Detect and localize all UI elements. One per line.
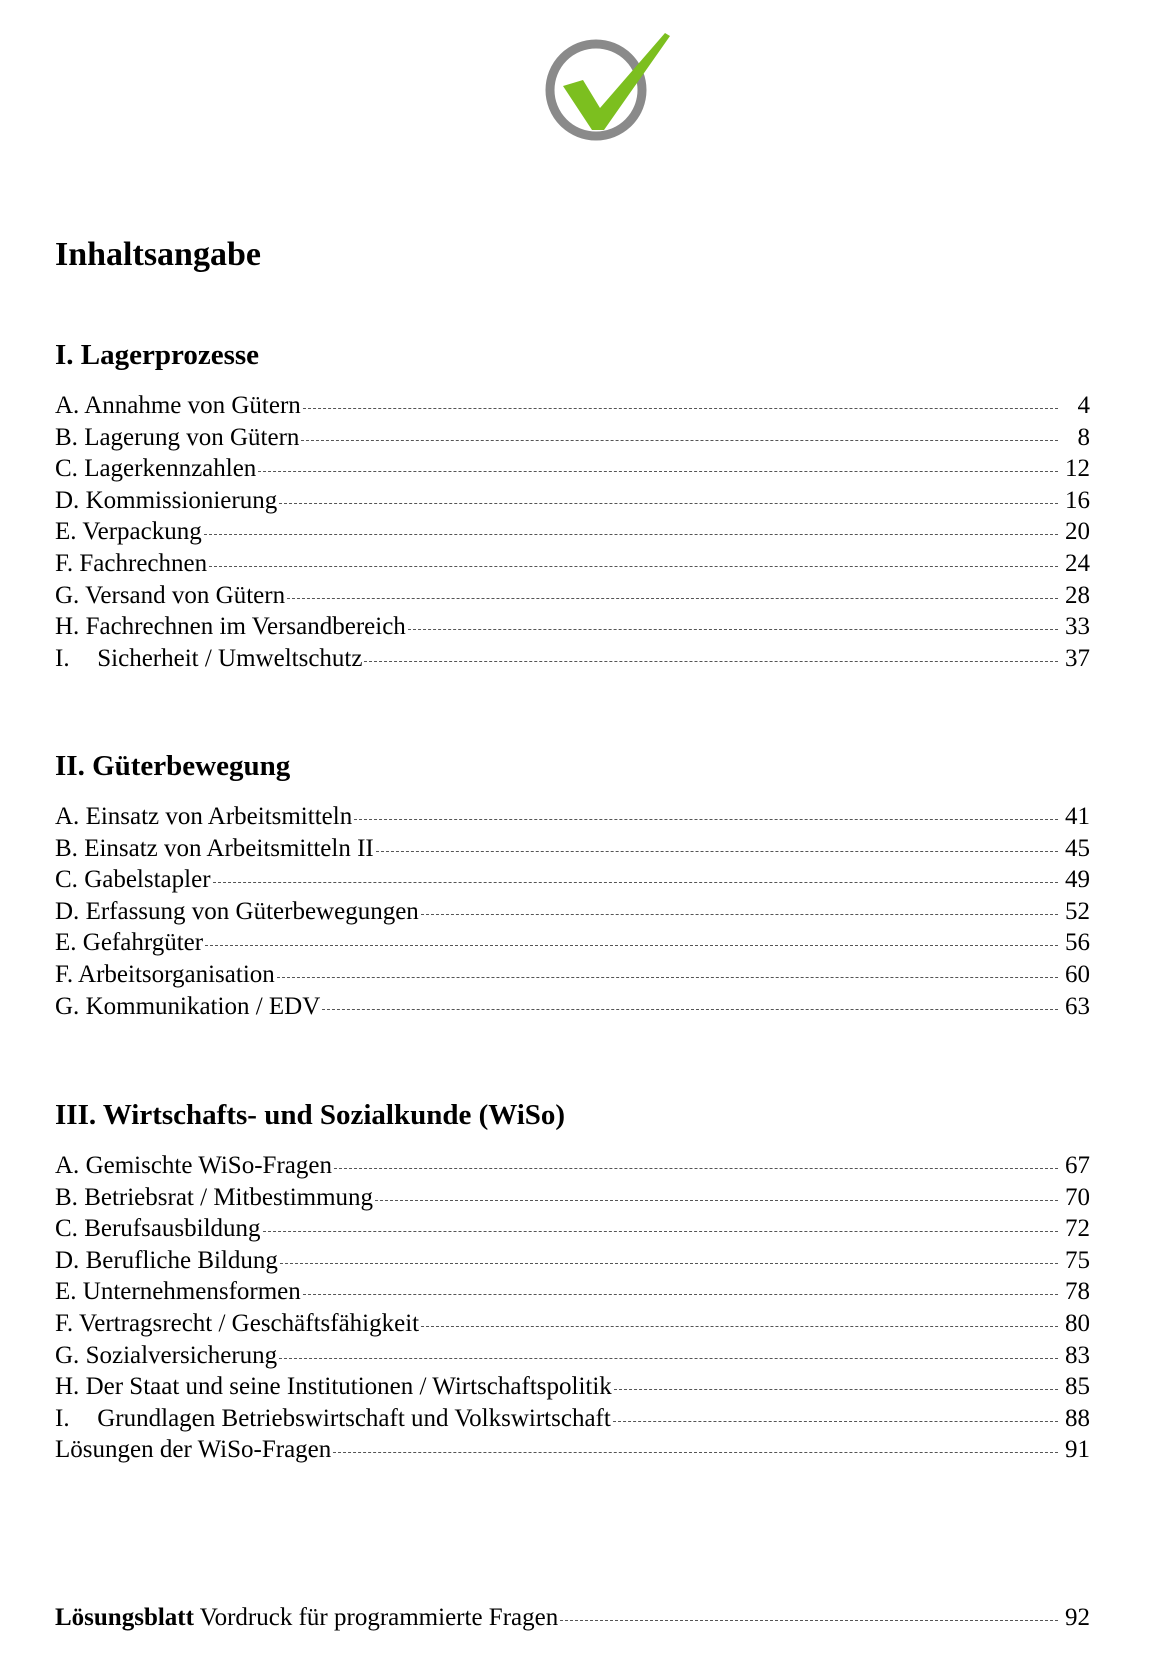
toc-entry-letter: G.	[55, 581, 80, 609]
toc-entry-label	[55, 1371, 612, 1403]
dotted-leader	[277, 977, 1058, 978]
toc-entry-label	[55, 516, 202, 548]
toc-entry-letter: I.	[55, 644, 70, 672]
toc-entry-letter: H.	[55, 613, 80, 641]
toc-entry-letter: E.	[55, 929, 77, 957]
toc-entry[interactable]	[55, 896, 1090, 928]
page-number: 56	[1065, 929, 1090, 957]
toc-entry-title: Betriebsrat / Mitbestimmung	[84, 1183, 374, 1211]
toc-entry-letter: A.	[55, 392, 80, 419]
page-number: 91	[1065, 1436, 1090, 1464]
toc-entry[interactable]	[55, 453, 1090, 485]
dotted-leader	[301, 440, 1058, 441]
toc-entry-title: Sozialversicherung	[85, 1341, 278, 1369]
toc-entry-title: Berufsausbildung	[84, 1215, 261, 1243]
toc-entry-label	[55, 485, 277, 517]
toc-entry-title: Unternehmensformen	[82, 1278, 301, 1306]
page-number: 41	[1065, 803, 1090, 830]
solution-sheet-title: Vordruck für programmierte Fragen	[199, 1604, 559, 1631]
toc-entry-title: Fachrechnen	[79, 549, 208, 577]
dotted-leader	[560, 1620, 1058, 1621]
toc-entry[interactable]	[55, 1245, 1090, 1277]
toc-entry[interactable]	[55, 1308, 1090, 1340]
toc-entry[interactable]	[55, 991, 1090, 1023]
toc-entry-letter: G.	[55, 1341, 80, 1369]
toc-entry-label	[55, 1213, 261, 1245]
toc-entry-title: Einsatz von Arbeitsmitteln	[85, 803, 353, 830]
page-number: 20	[1065, 518, 1090, 546]
toc-entry-title: Einsatz von Arbeitsmitteln II	[84, 834, 374, 862]
toc-section-2	[55, 748, 1090, 1022]
toc-list	[55, 801, 1090, 1022]
dotted-leader	[213, 882, 1058, 883]
dotted-leader	[205, 945, 1058, 946]
dotted-leader	[421, 914, 1058, 915]
toc-entry-letter: E.	[55, 518, 77, 546]
toc-entry-title: Verpackung	[82, 518, 202, 546]
toc-entry-title: Versand von Gütern	[85, 581, 286, 609]
page-number: 85	[1065, 1373, 1090, 1401]
toc-entry-letter: C.	[55, 455, 78, 483]
toc-entry-letter: F.	[55, 549, 74, 577]
page-number: 24	[1065, 549, 1090, 577]
toc-entry-title: Kommissionierung	[85, 486, 278, 514]
section-heading: III. Wirtschafts- und Sozialkunde (WiSo)	[55, 1099, 566, 1131]
toc-entry-label	[55, 422, 299, 454]
dotted-leader	[613, 1421, 1058, 1422]
toc-entry-title: Annahme von Gütern	[84, 392, 301, 419]
toc-entry-title: Lagerung von Gütern	[84, 423, 300, 451]
toc-entry-letter: D.	[55, 897, 80, 925]
toc-entry-letter: B.	[55, 834, 78, 862]
dotted-leader	[258, 471, 1058, 472]
toc-entry-label	[55, 864, 211, 896]
page-number: 12	[1065, 455, 1090, 483]
toc-entry-label	[55, 1308, 419, 1340]
toc-entry-title: Erfassung von Güterbewegungen	[85, 897, 419, 925]
dotted-leader	[408, 629, 1058, 630]
section-heading: I. Lagerprozesse	[55, 339, 260, 371]
page-title: Inhaltsangabe	[55, 236, 261, 273]
toc-entry-label	[55, 833, 374, 865]
dotted-leader	[376, 851, 1058, 852]
toc-entry[interactable]	[55, 864, 1090, 896]
dotted-leader	[287, 598, 1058, 599]
toc-entry-label	[55, 1403, 611, 1435]
dotted-leader	[280, 1263, 1058, 1264]
toc-entry[interactable]	[55, 1371, 1090, 1403]
toc-entry-label	[55, 896, 419, 928]
toc-entry-letter: E.	[55, 1278, 77, 1306]
dotted-leader	[322, 1009, 1058, 1010]
toc-entry-letter: F.	[55, 1309, 74, 1337]
dotted-leader	[279, 1358, 1058, 1359]
solution-sheet-label: Lösungsblatt	[55, 1604, 194, 1631]
toc-entry[interactable]	[55, 643, 1090, 675]
section-heading: II. Güterbewegung	[55, 750, 291, 782]
toc-entry[interactable]	[55, 1182, 1090, 1214]
toc-entry-title: Gabelstapler	[84, 866, 211, 894]
toc-entry-label	[55, 1245, 278, 1277]
page-number: 75	[1065, 1246, 1090, 1274]
toc-entry-label	[55, 991, 320, 1023]
toc-entry-label	[55, 927, 203, 959]
toc-entry-label	[55, 801, 352, 833]
dotted-leader	[263, 1231, 1058, 1232]
toc-entry-title: Sicherheit / Umweltschutz	[97, 644, 363, 672]
dotted-leader	[303, 1294, 1058, 1295]
toc-entry-label	[55, 390, 301, 422]
toc-entry[interactable]	[55, 1276, 1090, 1308]
toc-entry-letter: H.	[55, 1373, 80, 1401]
page-number: 63	[1065, 992, 1090, 1020]
page-number: 49	[1065, 866, 1090, 894]
toc-section-1	[55, 337, 1090, 674]
page-number: 92	[1065, 1604, 1090, 1631]
toc-entry-label	[55, 611, 406, 643]
dotted-leader	[333, 1452, 1058, 1453]
dotted-leader	[354, 819, 1058, 820]
toc-entry-letter: C.	[55, 1215, 78, 1243]
toc-entry[interactable]	[55, 611, 1090, 643]
page-number: 60	[1065, 960, 1090, 988]
page-number: 8	[1077, 423, 1090, 451]
page-number: 4	[1077, 392, 1090, 419]
toc-entry[interactable]	[55, 1403, 1090, 1435]
dotted-leader	[375, 1200, 1058, 1201]
toc-entry-label	[55, 1150, 332, 1182]
dotted-leader	[334, 1168, 1058, 1169]
page-number: 83	[1065, 1341, 1090, 1369]
dotted-leader	[421, 1326, 1058, 1327]
toc-entry-label	[55, 1182, 373, 1214]
toc-entry[interactable]	[55, 390, 1090, 422]
dotted-leader	[209, 566, 1058, 567]
page-number: 88	[1065, 1404, 1090, 1432]
page-number: 45	[1065, 834, 1090, 862]
toc-entry[interactable]	[55, 580, 1090, 612]
toc-entry-title: Arbeitsorganisation	[78, 960, 275, 988]
page-number: 28	[1065, 581, 1090, 609]
page-number: 33	[1065, 613, 1090, 641]
page-number: 72	[1065, 1215, 1090, 1243]
dotted-leader	[614, 1389, 1058, 1390]
page-number: 70	[1065, 1183, 1090, 1211]
toc-entry[interactable]	[55, 959, 1090, 991]
toc-entry-label	[55, 1276, 301, 1308]
toc-entry[interactable]	[55, 1434, 1090, 1466]
toc-entry-title: Vertragsrecht / Geschäftsfähigkeit	[78, 1309, 420, 1337]
dotted-leader	[279, 503, 1058, 504]
toc-entry[interactable]	[55, 1150, 1090, 1182]
dotted-leader	[303, 408, 1058, 409]
toc-entry-label	[55, 1340, 277, 1372]
dotted-leader	[364, 661, 1058, 662]
toc-entry-label	[55, 580, 285, 612]
page-number: 16	[1065, 486, 1090, 514]
toc-entry[interactable]	[55, 1340, 1090, 1372]
toc-entry-letter: G.	[55, 992, 80, 1020]
checkmark-circle-icon	[538, 28, 678, 148]
toc-entry-label	[55, 548, 207, 580]
toc-entry-label	[55, 453, 256, 485]
toc-entry-label	[55, 959, 275, 991]
toc-entry-title: Der Staat und seine Institutionen / Wirtschaftspolitik	[85, 1373, 612, 1401]
toc-entry-label	[55, 1434, 331, 1466]
page-number: 78	[1065, 1278, 1090, 1306]
toc-entry-letter: B.	[55, 423, 78, 451]
toc-list	[55, 390, 1090, 674]
page-number: 80	[1065, 1309, 1090, 1337]
toc-entry-letter: I.	[55, 1404, 70, 1432]
toc-entry-title: Gefahrgüter	[82, 929, 204, 957]
toc-entry-letter: A.	[55, 803, 80, 830]
toc-entry[interactable]	[55, 548, 1090, 580]
toc-entry[interactable]	[55, 485, 1090, 517]
toc-entry[interactable]	[55, 516, 1090, 548]
toc-entry-letter: C.	[55, 866, 78, 894]
toc-entry-title: Fachrechnen im Versandbereich	[85, 613, 406, 641]
toc-entry-letter: A.	[55, 1152, 80, 1179]
toc-entry-letter: B.	[55, 1183, 78, 1211]
page-number: 67	[1065, 1152, 1090, 1179]
toc-section-3	[55, 1097, 1090, 1466]
toc-entry[interactable]	[55, 833, 1090, 865]
toc-list	[55, 1150, 1090, 1466]
page-number: 37	[1065, 644, 1090, 672]
toc-entry[interactable]	[55, 1213, 1090, 1245]
toc-entry-letter: D.	[55, 486, 80, 514]
toc-entry-title: Grundlagen Betriebswirtschaft und Volkswirtschaft	[97, 1404, 611, 1432]
toc-entry[interactable]	[55, 422, 1090, 454]
toc-entry-title: Kommunikation / EDV	[85, 992, 321, 1020]
toc-entry[interactable]	[55, 927, 1090, 959]
toc-entry-title: Lösungen der WiSo-Fragen	[55, 1436, 332, 1464]
toc-entry-letter: F.	[55, 960, 74, 988]
toc-entry-title: Gemischte WiSo-Fragen	[85, 1152, 332, 1179]
toc-entry-title: Lagerkennzahlen	[84, 455, 257, 483]
solution-sheet-entry	[55, 1602, 1090, 1634]
dotted-leader	[204, 534, 1058, 535]
toc-entry-title: Berufliche Bildung	[85, 1246, 278, 1274]
toc-entry-label	[55, 643, 362, 675]
toc-entry-letter: D.	[55, 1246, 80, 1274]
page-number: 52	[1065, 897, 1090, 925]
toc-entry[interactable]	[55, 801, 1090, 833]
